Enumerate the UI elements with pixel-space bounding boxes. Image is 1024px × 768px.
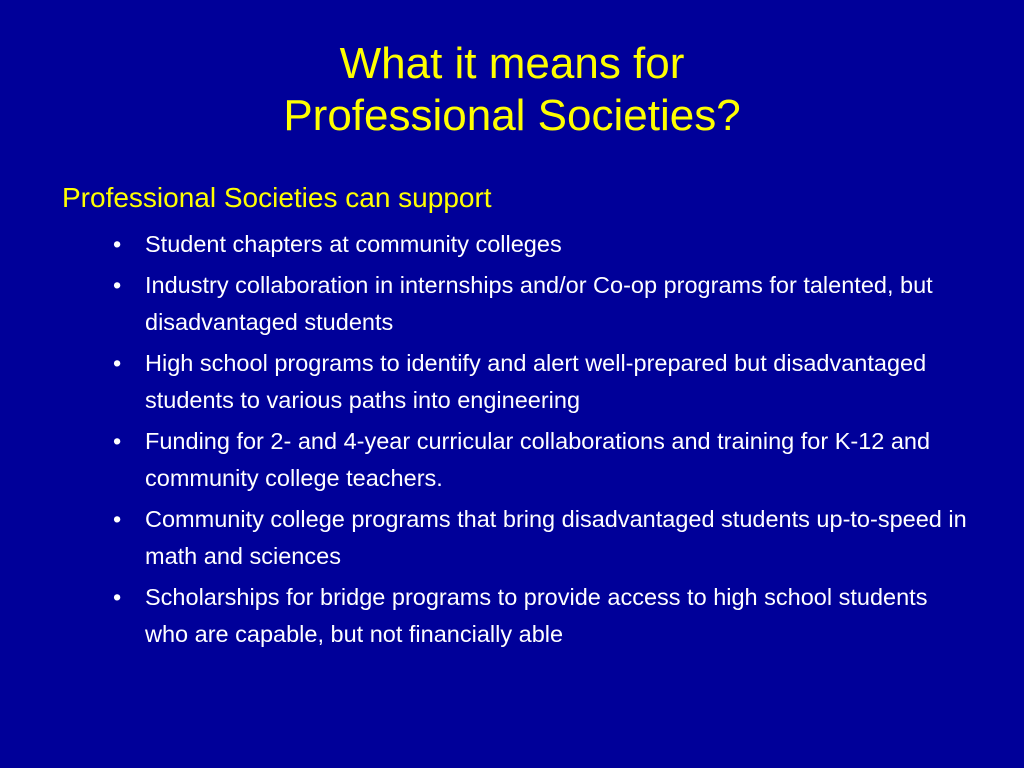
slide-title [0,38,1024,142]
bullet-item [108,423,968,497]
bullet-text: Community college programs that bring disadvantaged students up-to-speed in math and sciences [145,506,967,569]
section-heading: Professional Societies can support [62,182,492,213]
bullet-marker: • [113,428,122,454]
bullet-item [108,267,968,341]
bullet-text: Scholarships for bridge programs to provide access to high school students who are capable, but not financially able [145,584,928,647]
bullet-text: Industry collaboration in internships and/or Co-op programs for talented, but disadvantaged students [145,272,933,335]
bullet-item [108,501,968,575]
bullet-item [108,226,968,263]
slide-title-line-1: What it means for [339,39,685,88]
bullet-text: High school programs to identify and alert well-prepared but disadvantaged students to various paths into engineering [145,350,927,413]
bullet-text: Funding for 2- and 4-year curricular collaborations and training for K-12 and community college teachers. [145,428,931,491]
bullet-marker: • [113,272,122,298]
bullet-text: Student chapters at community colleges [145,231,562,257]
bullet-marker: • [113,350,122,376]
slide-title-line-2: Professional Societies? [283,91,741,140]
bullet-marker: • [113,231,122,257]
bullet-list [108,226,968,657]
bullet-item [108,579,968,653]
bullet-marker: • [113,506,122,532]
bullet-item [108,345,968,419]
bullet-marker: • [113,584,122,610]
